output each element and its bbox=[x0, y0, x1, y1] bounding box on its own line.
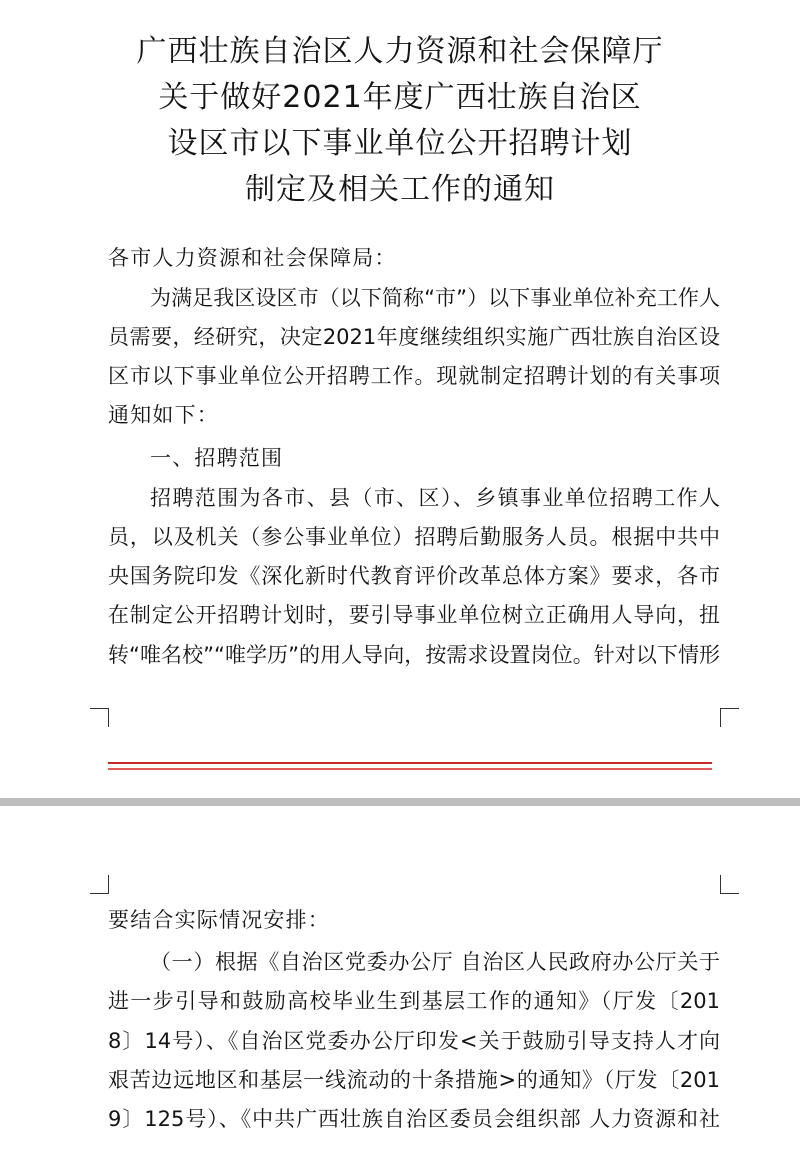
section-line-4: 在制定公开招聘计划时，要引导事业单位树立正确用人导向，扭 bbox=[108, 603, 720, 627]
section-line-5: 转“唯名校”“唯学历”的用人导向，按需求设置岗位。针对以下情形 bbox=[108, 643, 720, 667]
title-line-1: 广西壮族自治区人力资源和社会保障厅 bbox=[136, 34, 664, 69]
title-line-3: 设区市以下事业单位公开招聘计划 bbox=[167, 126, 633, 161]
section-line-2: 员，以及机关（参公事业单位）招聘后勤服务人员。根据中共中 bbox=[108, 525, 720, 549]
margin-corner-mark bbox=[90, 708, 109, 727]
section-line-3: 央国务院印发《深化新时代教育评价改革总体方案》要求，各市 bbox=[108, 564, 720, 588]
item-1-line-2: 进一步引导和鼓励高校毕业生到基层工作的通知》（厅发〔201 bbox=[108, 989, 720, 1013]
document-page-2 bbox=[0, 806, 800, 1151]
item-1-line-5: 9〕125号）、《中共广西壮族自治区委员会组织部 人力资源和社 bbox=[108, 1107, 720, 1131]
intro-line-1: 为满足我区设区市（以下简称“市”）以下事业单位补充工作人 bbox=[150, 286, 720, 310]
intro-line-2: 员需要，经研究，决定2021年度继续组织实施广西壮族自治区设 bbox=[108, 325, 720, 349]
title-line-4: 制定及相关工作的通知 bbox=[245, 172, 555, 207]
intro-line-4: 通知如下： bbox=[108, 403, 219, 427]
red-rule-top bbox=[108, 762, 712, 764]
intro-line-3: 区市以下事业单位公开招聘工作。现就制定招聘计划的有关事项 bbox=[108, 364, 720, 388]
salutation: 各市人力资源和社会保障局： bbox=[108, 246, 397, 270]
item-1-line-1: （一）根据《自治区党委办公厅 自治区人民政府办公厅关于 bbox=[150, 950, 720, 974]
margin-corner-mark bbox=[90, 875, 109, 894]
title-line-2: 关于做好2021年度广西壮族自治区 bbox=[158, 80, 642, 115]
item-1-line-3: 8〕14号）、《自治区党委办公厅印发<关于鼓励引导支持人才向 bbox=[108, 1029, 720, 1053]
section-line-1: 招聘范围为各市、县（市、区）、乡镇事业单位招聘工作人 bbox=[150, 486, 720, 510]
page-separator bbox=[0, 798, 800, 806]
continuation-line: 要结合实际情况安排： bbox=[108, 908, 330, 932]
section-heading: 一、招聘范围 bbox=[150, 446, 284, 470]
item-1-line-4: 艰苦边远地区和基层一线流动的十条措施>的通知》（厅发〔201 bbox=[108, 1068, 720, 1092]
red-rule-bottom bbox=[108, 768, 712, 770]
margin-corner-mark bbox=[720, 708, 739, 727]
margin-corner-mark bbox=[720, 875, 739, 894]
